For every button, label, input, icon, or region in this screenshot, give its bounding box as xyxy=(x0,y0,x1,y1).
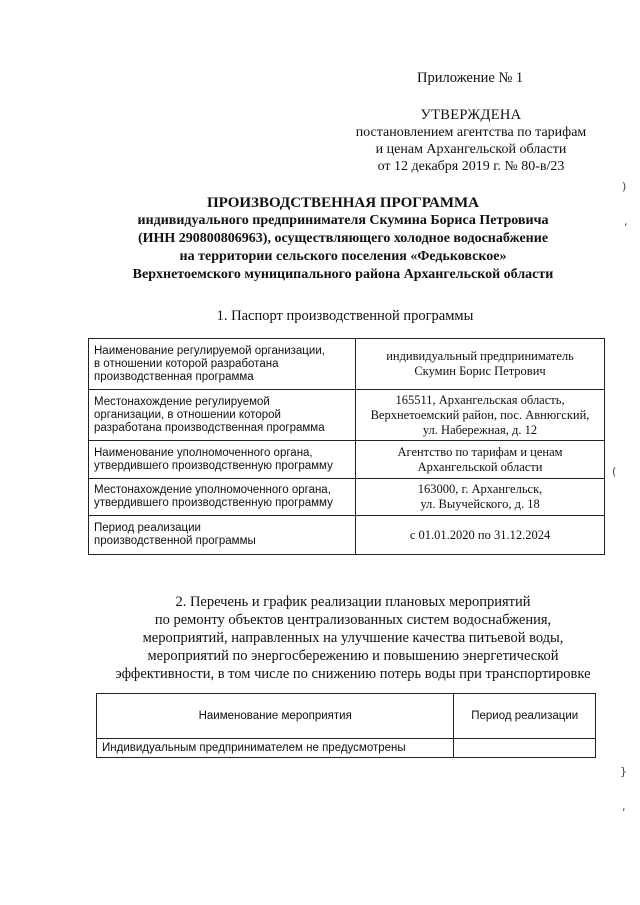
table-header-row xyxy=(97,694,596,739)
table-cell-value: 165511, Архангельская область, Верхнетоемский район, пос. Авнюгский, ул. Набережная, д. 12 xyxy=(356,390,605,441)
passport-table xyxy=(88,338,605,555)
table-row xyxy=(89,339,605,390)
title-line: на территории сельского поселения «Федьковское» xyxy=(179,249,507,264)
title-line: ПРОИЗВОДСТВЕННАЯ ПРОГРАММА xyxy=(206,195,479,211)
section2-heading-line: эффективности, в том числе по снижению потерь воды при транспортировке xyxy=(115,666,591,682)
table-cell-label: Местонахождение регулируемой организации, в отношении которой разработана производственная программа xyxy=(89,390,356,441)
section2-heading-line: мероприятий, направленных на улучшение качества питьевой воды, xyxy=(142,630,564,646)
title-line: (ИНН 290800806963), осуществляющего холодное водоснабжение xyxy=(137,231,549,246)
table-cell-label: Наименование регулируемой организации, в отношении которой разработана производственная программа xyxy=(89,339,356,390)
approval-head: УТВЕРЖДЕНА xyxy=(420,107,522,123)
title-line: Верхнетоемского муниципального района Архангельской области xyxy=(132,267,554,282)
section2-heading-line: по ремонту объектов централизованных систем водоснабжения, xyxy=(154,612,552,628)
table-row xyxy=(89,390,605,441)
column-header-measure: Наименование мероприятия xyxy=(97,694,454,739)
scan-mark: , xyxy=(622,800,626,813)
section2-heading-line: 2. Перечень и график реализации плановых мероприятий xyxy=(175,594,531,610)
section2-heading xyxy=(96,593,610,683)
table-cell-period xyxy=(454,739,596,758)
approval-line: и ценам Архангельской области xyxy=(375,142,567,157)
scan-mark: ) xyxy=(622,180,627,193)
table-cell-value: индивидуальный предприниматель Скумин Борис Петрович xyxy=(356,339,605,390)
section2-heading-line: мероприятий по энергосбережению и повышению энергетической xyxy=(147,648,559,664)
measures-table xyxy=(96,693,596,758)
approval-stamp xyxy=(330,107,612,175)
appendix-label: Приложение № 1 xyxy=(417,70,524,86)
table-cell-label: Наименование уполномоченного органа, утвердившего производственную программу xyxy=(89,441,356,479)
table-row xyxy=(89,479,605,516)
scan-mark: ( xyxy=(612,465,617,478)
approval-line: постановлением агентства по тарифам xyxy=(355,125,587,140)
table-cell-value: 163000, г. Архангельск, ул. Выучейского, д. 18 xyxy=(356,479,605,516)
scan-mark: , xyxy=(624,215,628,228)
scan-mark: } xyxy=(620,765,627,778)
document-title xyxy=(40,194,640,284)
column-header-period: Период реализации xyxy=(454,694,596,739)
table-row xyxy=(89,441,605,479)
title-line: индивидуального предпринимателя Скумина Бориса Петровича xyxy=(137,213,549,228)
table-cell-label: Период реализации производственной программы xyxy=(89,516,356,555)
table-row xyxy=(97,739,596,758)
table-cell-label: Местонахождение уполномоченного органа, утвердившего производственную программу xyxy=(89,479,356,516)
table-cell-measure: Индивидуальным предпринимателем не предусмотрены xyxy=(97,739,454,758)
table-row xyxy=(89,516,605,555)
approval-line: от 12 декабря 2019 г. № 80-в/23 xyxy=(377,159,565,174)
section1-heading: 1. Паспорт производственной программы xyxy=(216,308,474,324)
table-cell-value: Агентство по тарифам и ценам Архангельской области xyxy=(356,441,605,479)
table-cell-value: с 01.01.2020 по 31.12.2024 xyxy=(356,516,605,555)
